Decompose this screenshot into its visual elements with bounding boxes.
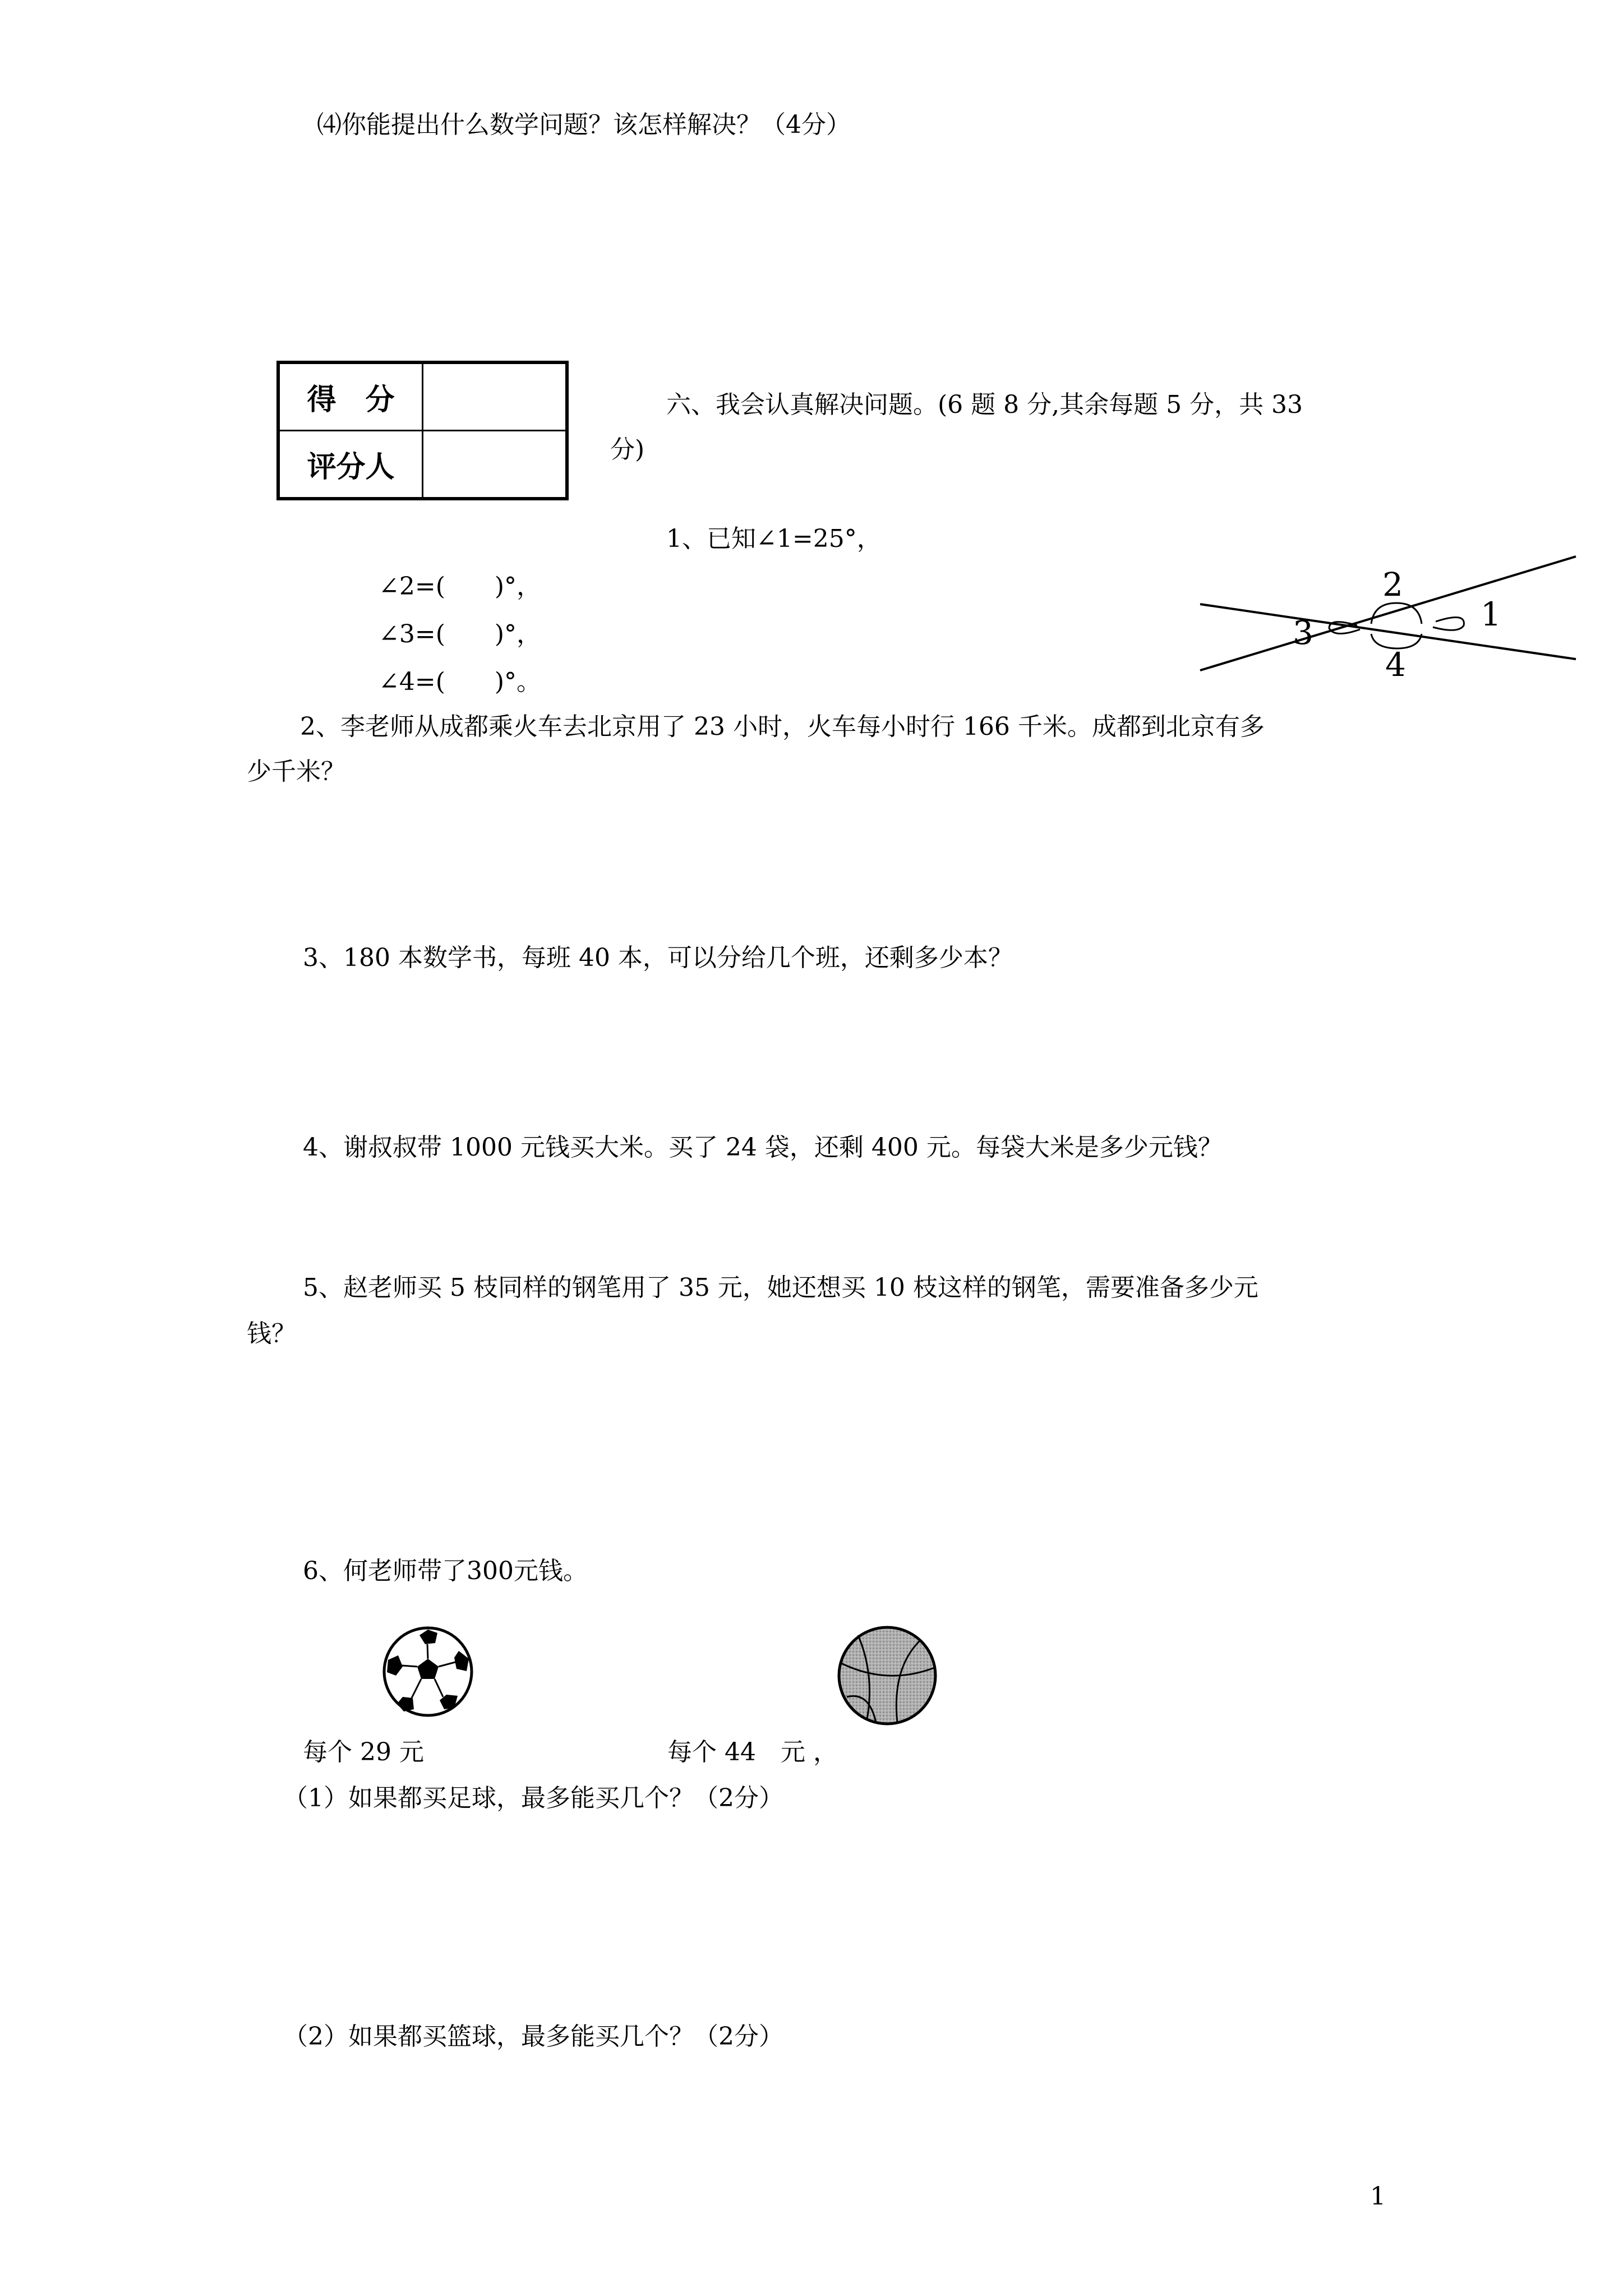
- q6-intro: 6、何老师带了300元钱。: [303, 1557, 588, 1585]
- q2-line2: 少千米？: [247, 757, 345, 786]
- basketball-icon: [836, 1624, 939, 1728]
- grader-value-field[interactable]: [423, 431, 568, 499]
- q4-text: 4、谢叔叔带 1000 元钱买大米。买了 24 袋，还剩 400 元。每袋大米是多少元钱？: [303, 1133, 1223, 1162]
- section6-title-line1: 六、我会认真解决问题。(6 题 8 分,其余每题 5 分，共 33: [666, 390, 1303, 419]
- angle2-label: 2: [1382, 565, 1403, 604]
- soccer-price: 每个 29 元: [303, 1738, 424, 1766]
- score-label: 得 分: [278, 362, 423, 431]
- score-value-field[interactable]: [423, 362, 568, 431]
- angle1-label: 1: [1481, 595, 1501, 633]
- basketball-price: 每个 44 元 ，: [667, 1738, 838, 1766]
- q1-angle3-answer: ∠3=( )°，: [379, 620, 542, 648]
- q1-angle2-answer: ∠2=( )°，: [379, 572, 542, 601]
- soccer-ball-icon: [380, 1624, 476, 1719]
- q5-line1: 5、赵老师买 5 枝同样的钢笔用了 35 元，她还想买 10 枝这样的钢笔，需要准备多少元: [303, 1273, 1258, 1302]
- score-table: [276, 361, 569, 500]
- q5-line2: 钱？: [247, 1319, 296, 1348]
- section6-title-line2: 分): [610, 435, 645, 464]
- q4-prompt: ⑷你能提出什么数学问题？该怎样解决？（4分）: [317, 111, 851, 139]
- q1-given: 1、已知∠1=25°，: [666, 524, 882, 553]
- q6-sub1: （1）如果都买足球，最多能买几个？（2分）: [283, 1784, 783, 1812]
- intersecting-lines-diagram: [1189, 550, 1581, 701]
- angle1-arc: [1433, 617, 1464, 630]
- angle3-label: 3: [1293, 614, 1313, 652]
- angle4-label: 4: [1385, 646, 1406, 684]
- grader-label: 评分人: [278, 431, 423, 499]
- q3-text: 3、180 本数学书，每班 40 本，可以分给几个班，还剩多少本？: [303, 944, 1013, 972]
- page-number: 1: [1370, 2182, 1386, 2211]
- q1-angle4-answer: ∠4=( )°。: [379, 668, 542, 696]
- q2-line1: 2、李老师从成都乘火车去北京用了 23 小时，火车每小时行 166 千米。成都到北京有多: [300, 712, 1265, 741]
- q6-sub2: （2）如果都买篮球，最多能买几个？（2分）: [283, 2022, 783, 2051]
